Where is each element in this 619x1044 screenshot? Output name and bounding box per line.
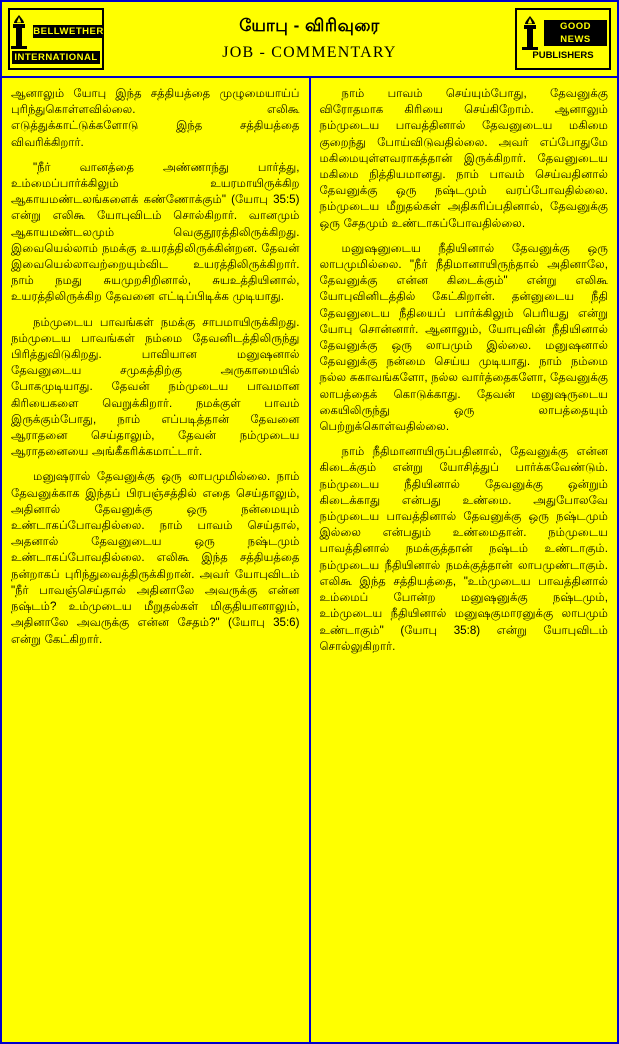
logo-row-left	[12, 15, 104, 49]
text-column-left	[2, 76, 310, 1042]
page-body	[2, 78, 617, 1042]
title-block	[104, 2, 515, 76]
logo-text-line2: INTERNATIONAL	[12, 51, 100, 64]
text-column-right	[310, 76, 618, 1042]
logo-text-line2: PUBLISHERS	[532, 50, 594, 61]
logo-text-line1: BELLWETHER	[33, 26, 104, 37]
page-header	[2, 2, 617, 78]
publisher-logo-goodnews	[515, 8, 611, 70]
paragraph: ஆனாலும் யோபு இந்த சத்தியத்தை முழுமையாய்ப் புரிந்துகொள்ளவில்லை. எலிகூ எடுத்துக்காட்டுக்களோடு இந்த சத்தியத்தை விவரிக்கிறார்.	[11, 87, 300, 149]
paragraph: நாம் நீதிமானாயிருப்பதினால், தேவனுக்கு என்ன கிடைக்கும் என்று யோசித்துப் பார்க்கவேண்டும். நம்முடைய நீதியினால் தேவனுக்கு ஒன்றும் கிடைக்காது என்பது உண்மை. அதுபோலவே நம்முடைய பாவத்தினால் தேவனுக்கு ஒரு நஷ்டமும் இல்லை என்பதும் உண்மைதான். நம்முடைய பாவத்தினால் நமக்குத்தான் நஷ்டம் உண்டாகும். நம்முடைய நீதியினால் நமக்குத்தான் லாபமுண்டாகும். எலிகூ இந்த சத்தியத்தை, "உம்முடைய பாவத்தினால் உம்மைப் போன்ற மனுஷனுக்கு நஷ்டமும், உம்முடைய நீதியினால் மனுஷகுமாரனுக்கு லாபமும் உண்டாகும்" (யோபு 35:8) என்று யோபுவிடம் சொல்லுகிறார்.	[319, 445, 608, 653]
paragraph: "நீர் வானத்தை அண்ணாந்து பார்த்து, உம்மைப்பார்க்கிலும் உயரமாயிருக்கிற ஆகாயமண்டலங்களைக் கண்ணோக்கும்" (யோபு 35:5) என்று எலிகூ யோபுவிடம் சொல்கிறார். வானமும் ஆகாயமண்டலமும் வெகுதூரத்திலிருக்கிறது. இவையெல்லாம் நமக்கு உயரத்திலிருக்கின்றன. தேவன் இவையெல்லாவற்றையும்விட உயரத்திலிருக்கிறார். நாம் நமது சுயமுறசிறினால், சுயஉத்தியினால், உயரத்திலிருக்கிற தேவனை எட்டிப்பிடிக்க முடியாது.	[11, 160, 300, 304]
logo-text-line1: GOOD NEWS	[544, 20, 607, 46]
page-title-tamil: யோபு - விரிவுரை	[239, 16, 380, 35]
logo-row-right	[519, 16, 607, 50]
paragraph: மனுஷரால் தேவனுக்கு ஒரு லாபமுமில்லை. நாம் தேவனுக்காக இந்தப் பிரபஞ்சத்தில் எதை செய்தாலும், அதினால் தேவனுக்கு ஒரு நன்மையும் உண்டாகப்போவதில்லை. நாம் பாவம் செய்தால், அதனால் தேவனுடைய ஒரு நஷ்டமும் உண்டாகப்போவதில்லை. எலிகூ இந்த சத்தியத்தை நன்றாகப் புரிந்துவைத்திருக்கிறான். அவர் யோபுவிடம் "நீர் பாவஞ்செய்தால் அதினாலே அவருக்கு என்ன நஷ்டம்? உம்முடைய மீறுதல்கள் மிகுதியானாலும், அதினாலே அவருக்கு என்ன சேதம்?" (யோபு 35:6) என்று கேட்கிறார்.	[11, 470, 300, 646]
torch-emblem-icon	[8, 15, 30, 49]
page-title-english: JOB - COMMENTARY	[222, 44, 397, 61]
paragraph: நாம் பாவம் செய்யும்போது, தேவனுக்கு விரோதமாக கிரியை செய்கிறோம். ஆனாலும் நம்முடைய பாவத்தினால் தேவனுடைய மகிமை குறைந்து போய்விடுவதில்லை. அவர் எப்போதுமே மகிமையுள்ளவராகத்தான் இருக்கிறார். தேவனுடைய மகிமை நித்தியமானது. நாம் பாவம் செய்வதினால் தேவனுக்கு ஒரு நஷ்டமும் வரப்போவதில்லை. நம்முடைய மீறுதல்கள் அதிகரிப்பதினால், தேவனுக்கு ஒரு சேதமும் உண்டாகப்போவதில்லை.	[319, 87, 608, 230]
paragraph: நம்முடைய பாவங்கள் நமக்கு சாபமாயிருக்கிறது. நம்முடைய பாவங்கள் நம்மை தேவனிடத்திலிருந்து பிரித்துவிடுகிறது. பாவியான மனுஷனால் தேவனுடைய சமுகத்திற்கு அருகாமையில் போகமுடியாது. தேவன் நம்முடைய பாவமான கிரியைகளை வெறுக்கிறார். நமக்குள் பாவம் இருக்கும்போது, நாம் எப்படித்தான் தேவனை ஆராதனை செய்தாலும், தேவன் நம்முடைய ஆராதனையை அங்கீகரிக்கமாட்டார்.	[11, 315, 300, 459]
paragraph: மனுஷனுடைய நீதியினால் தேவனுக்கு ஒரு லாபமுமில்லை. "நீர் நீதிமானாயிருந்தால் அதினாலே, தேவனுக்கு என்ன கிடைக்கும்" என்று எலிகூ யோபுவினிடத்தில் கேட்கிறான். தன்னுடைய நீதி தேவனுடைய நீதியைப் பார்க்கிலும் பெரியது என்று யோபு சொன்னார். ஆனாலும், யோபுவின் நீதியினால் தேவனுக்கு ஒரு லாபமும் இல்லை. மனுஷனால் தேவனுக்கு நன்மை செய்ய முடியாது. நாம் நம்மை நல்ல சுகாவங்களோ, நல்ல வார்த்தைகளோ, தேவனுக்கு லாபத்தைக் கொடுக்காது. தேவன் மனுஷருடைய கையிலிருந்து ஒரு லாபத்தையும் பெற்றுக்கொள்வதில்லை.	[319, 241, 608, 434]
torch-emblem-icon	[519, 16, 541, 50]
publisher-logo-bellwether	[8, 8, 104, 70]
